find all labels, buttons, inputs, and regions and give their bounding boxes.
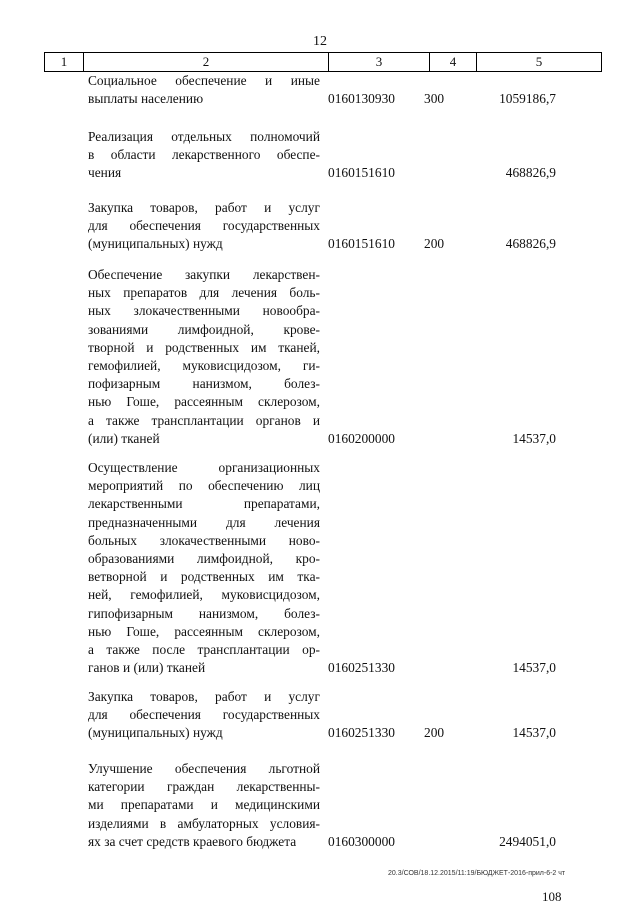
row-code: 0160300000 xyxy=(328,833,395,849)
row-description xyxy=(88,199,320,254)
description-line: категории граждан лекарственны- xyxy=(88,779,320,795)
description-line: ми препаратами и медицинскими xyxy=(88,797,320,813)
row-amount: 2494051,0 xyxy=(499,833,556,849)
row-amount: 14537,0 xyxy=(512,430,556,446)
description-line: изделиями в амбулаторных условия- xyxy=(88,815,320,831)
description-line: (или) тканей xyxy=(88,430,160,446)
row-amount: 468826,9 xyxy=(505,165,556,181)
description-line: для обеспечения государственных xyxy=(88,218,320,234)
description-line: Закупка товаров, работ и услуг xyxy=(88,689,320,704)
row-description xyxy=(88,760,320,851)
row-code: 0160251330 xyxy=(328,725,395,741)
row-code: 0160151610 xyxy=(328,165,395,181)
description-line: Закупка товаров, работ и услуг xyxy=(88,200,320,215)
row-amount: 1059186,7 xyxy=(499,91,556,107)
footer-page-number: 108 xyxy=(542,889,562,904)
description-line: гипофизарным нанизмом, болез- xyxy=(88,605,320,621)
description-line: чения xyxy=(88,165,122,181)
description-line: образованиями лимфоидной, кро- xyxy=(88,551,320,567)
description-line: Улучшение обеспечения льготной xyxy=(88,761,320,776)
description-line: больных злокачественными ново- xyxy=(88,532,320,548)
row-description xyxy=(88,266,320,448)
description-line: в области лекарственного обеспе- xyxy=(88,147,320,163)
row-expense-type: 200 xyxy=(424,236,445,252)
description-line: ганов и (или) тканей xyxy=(88,660,206,676)
description-line: (муниципальных) нужд xyxy=(88,236,223,252)
description-line: (муниципальных) нужд xyxy=(88,725,223,741)
description-line: Реализация отдельных полномочий xyxy=(88,129,320,144)
column-header-table xyxy=(44,52,602,72)
description-line: ветворной и родственных им тка- xyxy=(88,569,320,585)
footer-document-code: 20.3/СОВ/18.12.2015/11:19/БЮДЖЕТ-2016-прил-6-2 чт xyxy=(388,870,566,877)
description-line: Социальное обеспечение и иные xyxy=(88,73,320,88)
description-line: а также трансплантации органов и xyxy=(88,412,320,428)
description-line: для обеспечения государственных xyxy=(88,707,320,723)
page-number: 12 xyxy=(313,34,327,49)
description-line: Обеспечение закупки лекарствен- xyxy=(88,267,320,282)
row-amount: 14537,0 xyxy=(512,660,556,676)
row-code: 0160200000 xyxy=(328,430,395,446)
row-code: 0160151610 xyxy=(328,236,395,252)
description-line: нью Гоше, рассеянным склерозом, xyxy=(88,394,320,410)
description-line: а также после трансплантации ор- xyxy=(88,642,320,658)
description-line: ях за счет средств краевого бюджета xyxy=(88,833,297,849)
row-expense-type: 300 xyxy=(424,91,445,107)
description-line: нью Гоше, рассеянным склерозом, xyxy=(88,623,320,639)
description-line: зованиями лимфоидной, крове- xyxy=(88,321,320,337)
row-description xyxy=(88,459,320,677)
description-line: Осуществление организационных xyxy=(88,460,320,475)
row-amount: 14537,0 xyxy=(512,725,556,741)
column-header-2: 2 xyxy=(84,53,329,72)
description-line: предназначенными для лечения xyxy=(88,514,320,530)
description-line: гемофилией, муковисцидозом, ги- xyxy=(88,358,320,374)
description-line: ных препаратов для лечения боль- xyxy=(88,285,320,301)
column-header-5: 5 xyxy=(477,53,602,72)
column-header-4: 4 xyxy=(430,53,477,72)
description-line: выплаты населению xyxy=(88,91,204,107)
row-description xyxy=(88,72,320,108)
row-code: 0160251330 xyxy=(328,660,395,676)
description-line: мероприятий по обеспечению лиц xyxy=(88,478,320,494)
description-line: пофизарным нанизмом, болез- xyxy=(88,376,320,392)
row-description xyxy=(88,128,320,183)
description-line: ней, гемофилией, муковисцидозом, xyxy=(88,587,320,603)
row-code: 0160130930 xyxy=(328,91,395,107)
row-description xyxy=(88,688,320,743)
description-line: ных злокачественными новообра- xyxy=(88,303,320,319)
description-line: лекарственными препаратами, xyxy=(88,496,320,512)
column-header-3: 3 xyxy=(329,53,430,72)
row-expense-type: 200 xyxy=(424,725,445,741)
column-header-1: 1 xyxy=(45,53,84,72)
description-line: творной и родственных им тканей, xyxy=(88,339,320,355)
row-amount: 468826,9 xyxy=(505,236,556,252)
